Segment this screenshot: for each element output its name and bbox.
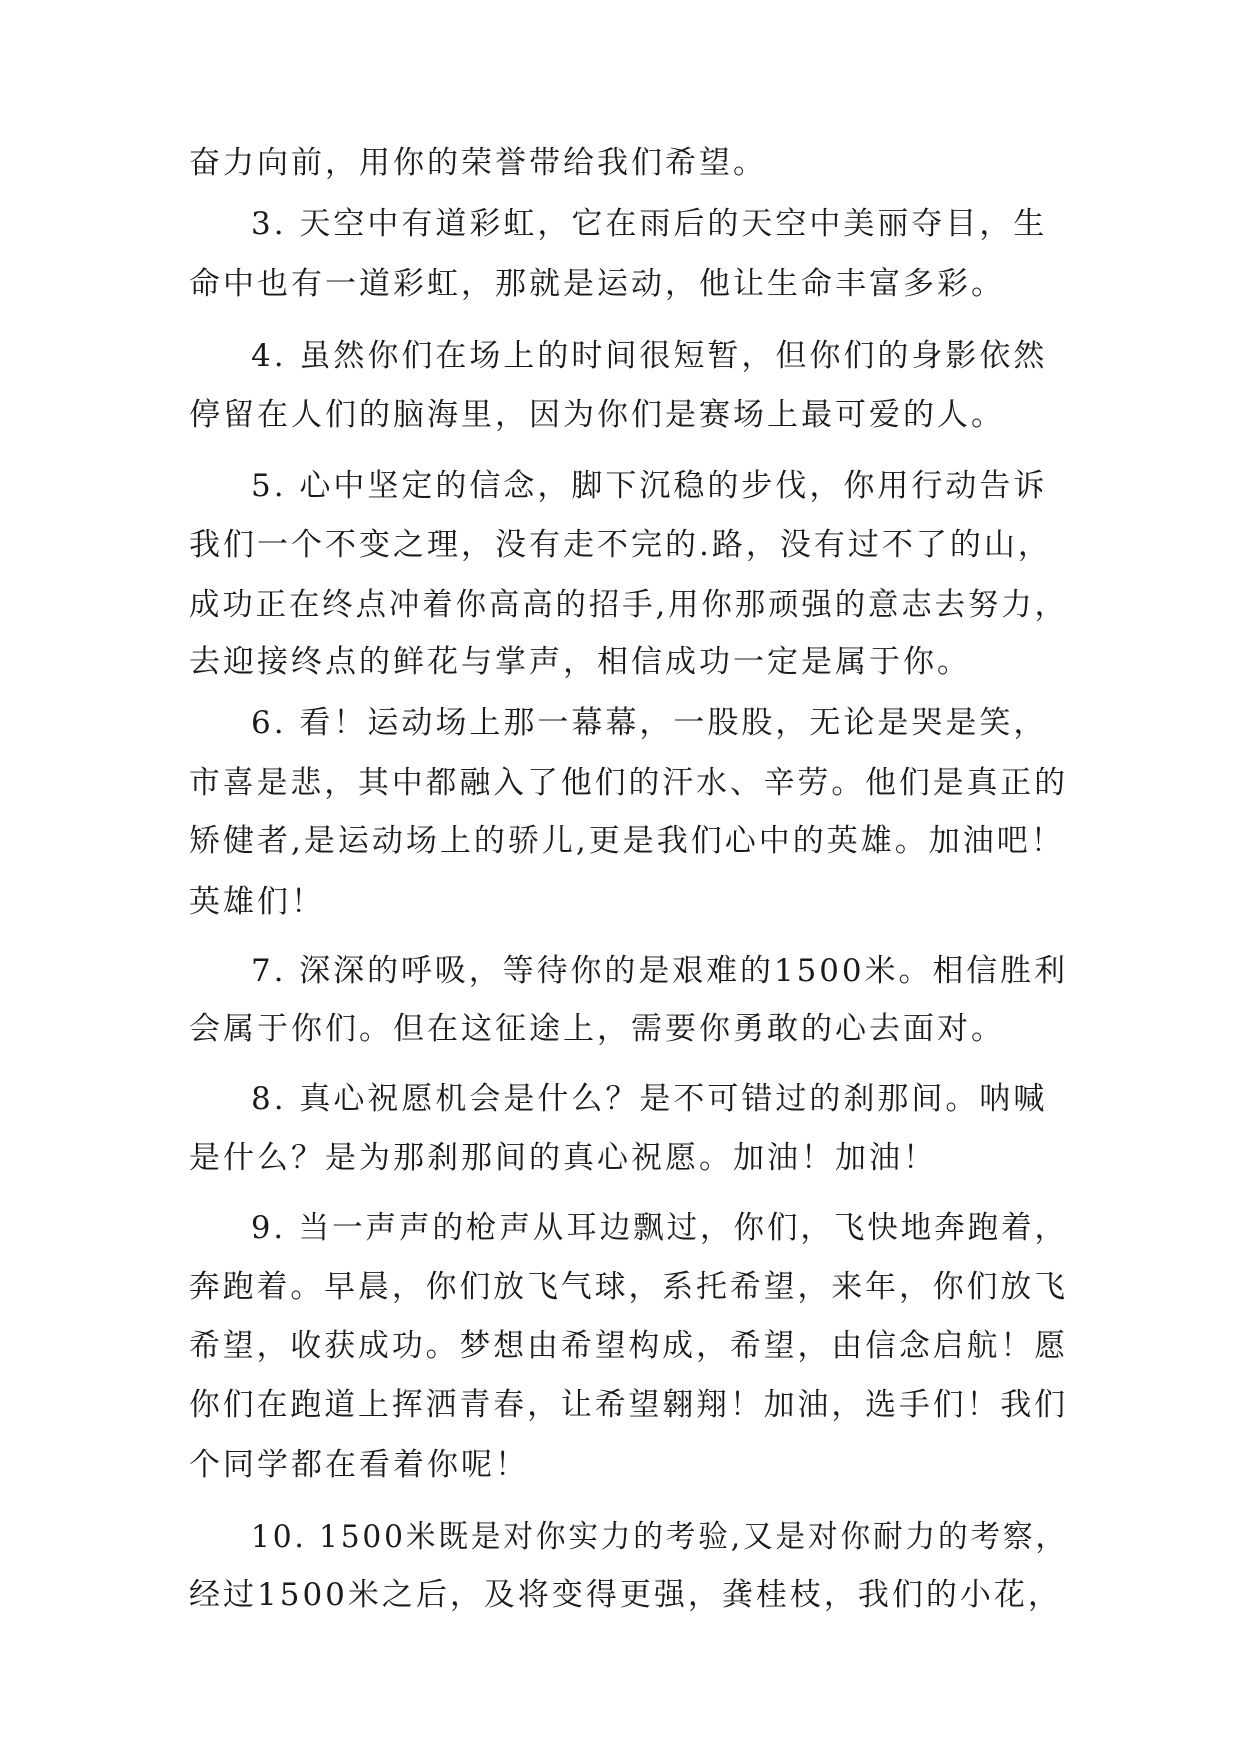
text-line: 5. 心中坚定的信念，脚下沉稳的步伐，你用行动告诉 (251, 468, 1048, 504)
text-line: 7. 深深的呼吸，等待你的是艰难的1500米。相信胜利 (251, 953, 1068, 989)
text-line: 希望，收获成功。梦想由希望构成，希望，由信念启航！愿 (189, 1328, 1068, 1364)
text-line: 成功正在终点冲着你高高的招手,用你那顽强的意志去努力， (189, 587, 1068, 623)
text-line: 6. 看！运动场上那一幕幕，一股股，无论是哭是笑， (251, 705, 1048, 741)
text-line: 3. 天空中有道彩虹，它在雨后的天空中美丽夺目，生 (251, 206, 1048, 242)
text-line: 会属于你们。但在这征途上，需要你勇敢的心去面对。 (189, 1011, 1005, 1047)
text-line: 8. 真心祝愿机会是什么？是不可错过的刹那间。呐喊 (251, 1081, 1048, 1117)
text-line: 9. 当一声声的枪声从耳边飘过，你们，飞快地奔跑着， (251, 1210, 1068, 1246)
text-line: 4. 虽然你们在场上的时间很短暂，但你们的身影依然 (251, 338, 1048, 374)
text-line: 命中也有一道彩虹，那就是运动，他让生命丰富多彩。 (189, 266, 1005, 302)
text-line: 矫健者,是运动场上的骄儿,更是我们心中的英雄。加油吧！ (189, 823, 1065, 859)
text-line: 是什么？是为那刹那间的真心祝愿。加油！加油！ (189, 1140, 937, 1176)
text-line: 经过1500米之后，及将变得更强，龚桂枝，我们的小花， (189, 1577, 1062, 1613)
text-line: 奋力向前，用你的荣誉带给我们希望。 (189, 145, 767, 181)
text-line: 我们一个不变之理，没有走不完的.路，没有过不了的山， (189, 527, 1052, 563)
text-line: 市喜是悲，其中都融入了他们的汗水、辛劳。他们是真正的 (189, 765, 1068, 801)
text-line: 10. 1500米既是对你实力的考验,又是对你耐力的考察， (251, 1519, 1068, 1555)
text-line: 英雄们！ (189, 884, 325, 920)
text-line: 停留在人们的脑海里，因为你们是赛场上最可爱的人。 (189, 397, 1005, 433)
text-line: 你们在跑道上挥洒青春，让希望翱翔！加油，选手们！我们 (189, 1387, 1068, 1423)
text-line: 去迎接终点的鲜花与掌声，相信成功一定是属于你。 (189, 644, 971, 680)
text-line: 奔跑着。早晨，你们放飞气球，系托希望，来年，你们放飞 (189, 1269, 1068, 1305)
text-line: 个同学都在看着你呢！ (189, 1447, 529, 1483)
